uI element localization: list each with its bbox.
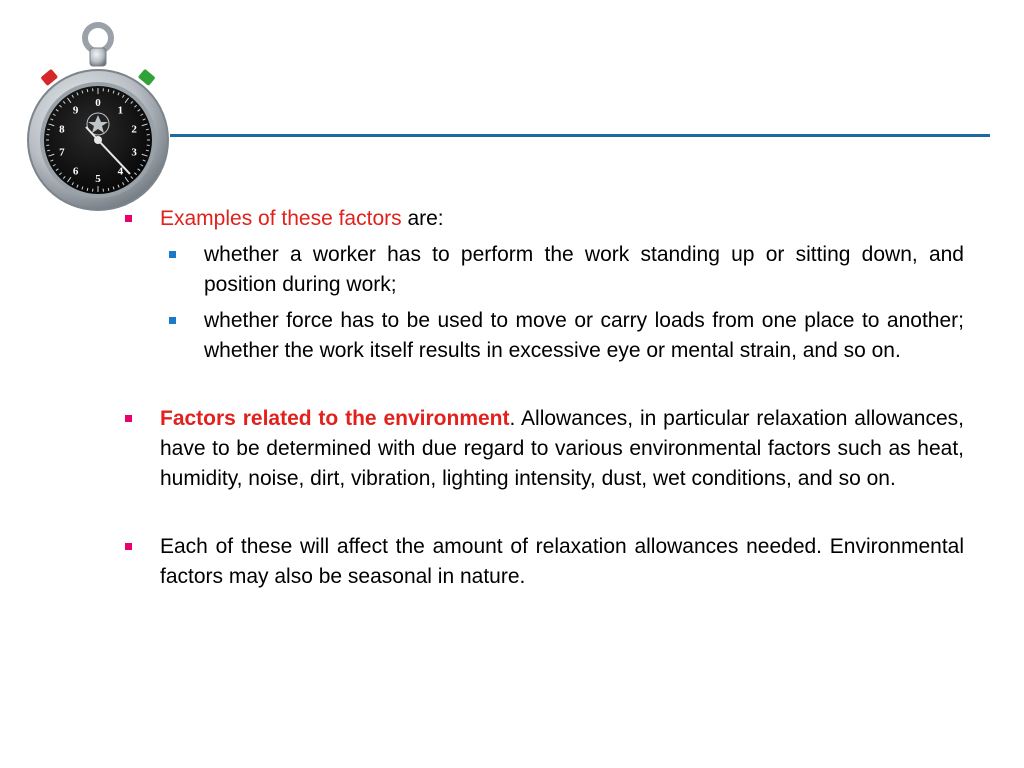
dial-numeral: 3 [131, 146, 137, 159]
examples-rest: are: [401, 207, 444, 230]
dial-numeral: 4 [117, 165, 124, 178]
stopwatch-icon [26, 22, 176, 222]
bullet-square-icon [125, 543, 132, 550]
stopwatch-ring [85, 25, 111, 51]
dial-tick [47, 129, 50, 130]
bullet-each-text: Each of these will affect the amount of relaxation allowances needed. Environmental factors may also be seasonal in nature. [160, 535, 964, 588]
sub-bullet-square-icon [169, 317, 176, 324]
dial-numeral: 6 [72, 165, 79, 178]
bullet-square-icon [125, 415, 132, 422]
dial-tick [108, 188, 109, 191]
sub-bullet-posture [166, 240, 964, 300]
dial-tick [146, 129, 149, 130]
bullet-each [122, 532, 964, 592]
dial-numeral: 7 [59, 146, 65, 159]
sub-bullet-square-icon [169, 251, 176, 258]
sub-bullet-force-text: whether force has to be used to move or carry loads from one place to another; whether the work itself results in excessive eye or mental strain, and so on. [204, 309, 964, 362]
slide-content [122, 204, 964, 592]
dial-tick [146, 150, 149, 151]
title-rule [170, 134, 990, 137]
dial-tick [87, 89, 88, 92]
examples-highlight: Examples of these factors [160, 207, 402, 230]
dial-numeral: 9 [72, 104, 79, 117]
environment-highlight: Factors related to the environment [160, 407, 510, 430]
environment-rest: . Allowances, in particular relaxation allowances, have to be determined with due regard to various environmental factors such as heat, humidity, noise, dirt, vibration, lighting intensity, dust, wet conditions, and so on. [160, 407, 965, 490]
bullet-examples [122, 204, 964, 234]
bullet-environment [122, 404, 964, 494]
dial-tick [47, 150, 50, 151]
sub-bullet-posture-text: whether a worker has to perform the work standing up or sitting down, and position during work; [204, 243, 964, 296]
stopwatch-crown [90, 48, 106, 66]
dial-tick [108, 89, 109, 92]
bullet-square-icon [125, 215, 132, 222]
dial-numeral: 8 [59, 123, 65, 136]
sub-bullet-force [166, 306, 964, 366]
dial-numeral: 5 [95, 173, 101, 185]
dial-tick [87, 188, 88, 191]
dial-numeral: 1 [117, 104, 124, 117]
dial-numeral: 2 [131, 123, 137, 136]
dial-numeral: 0 [95, 97, 101, 109]
